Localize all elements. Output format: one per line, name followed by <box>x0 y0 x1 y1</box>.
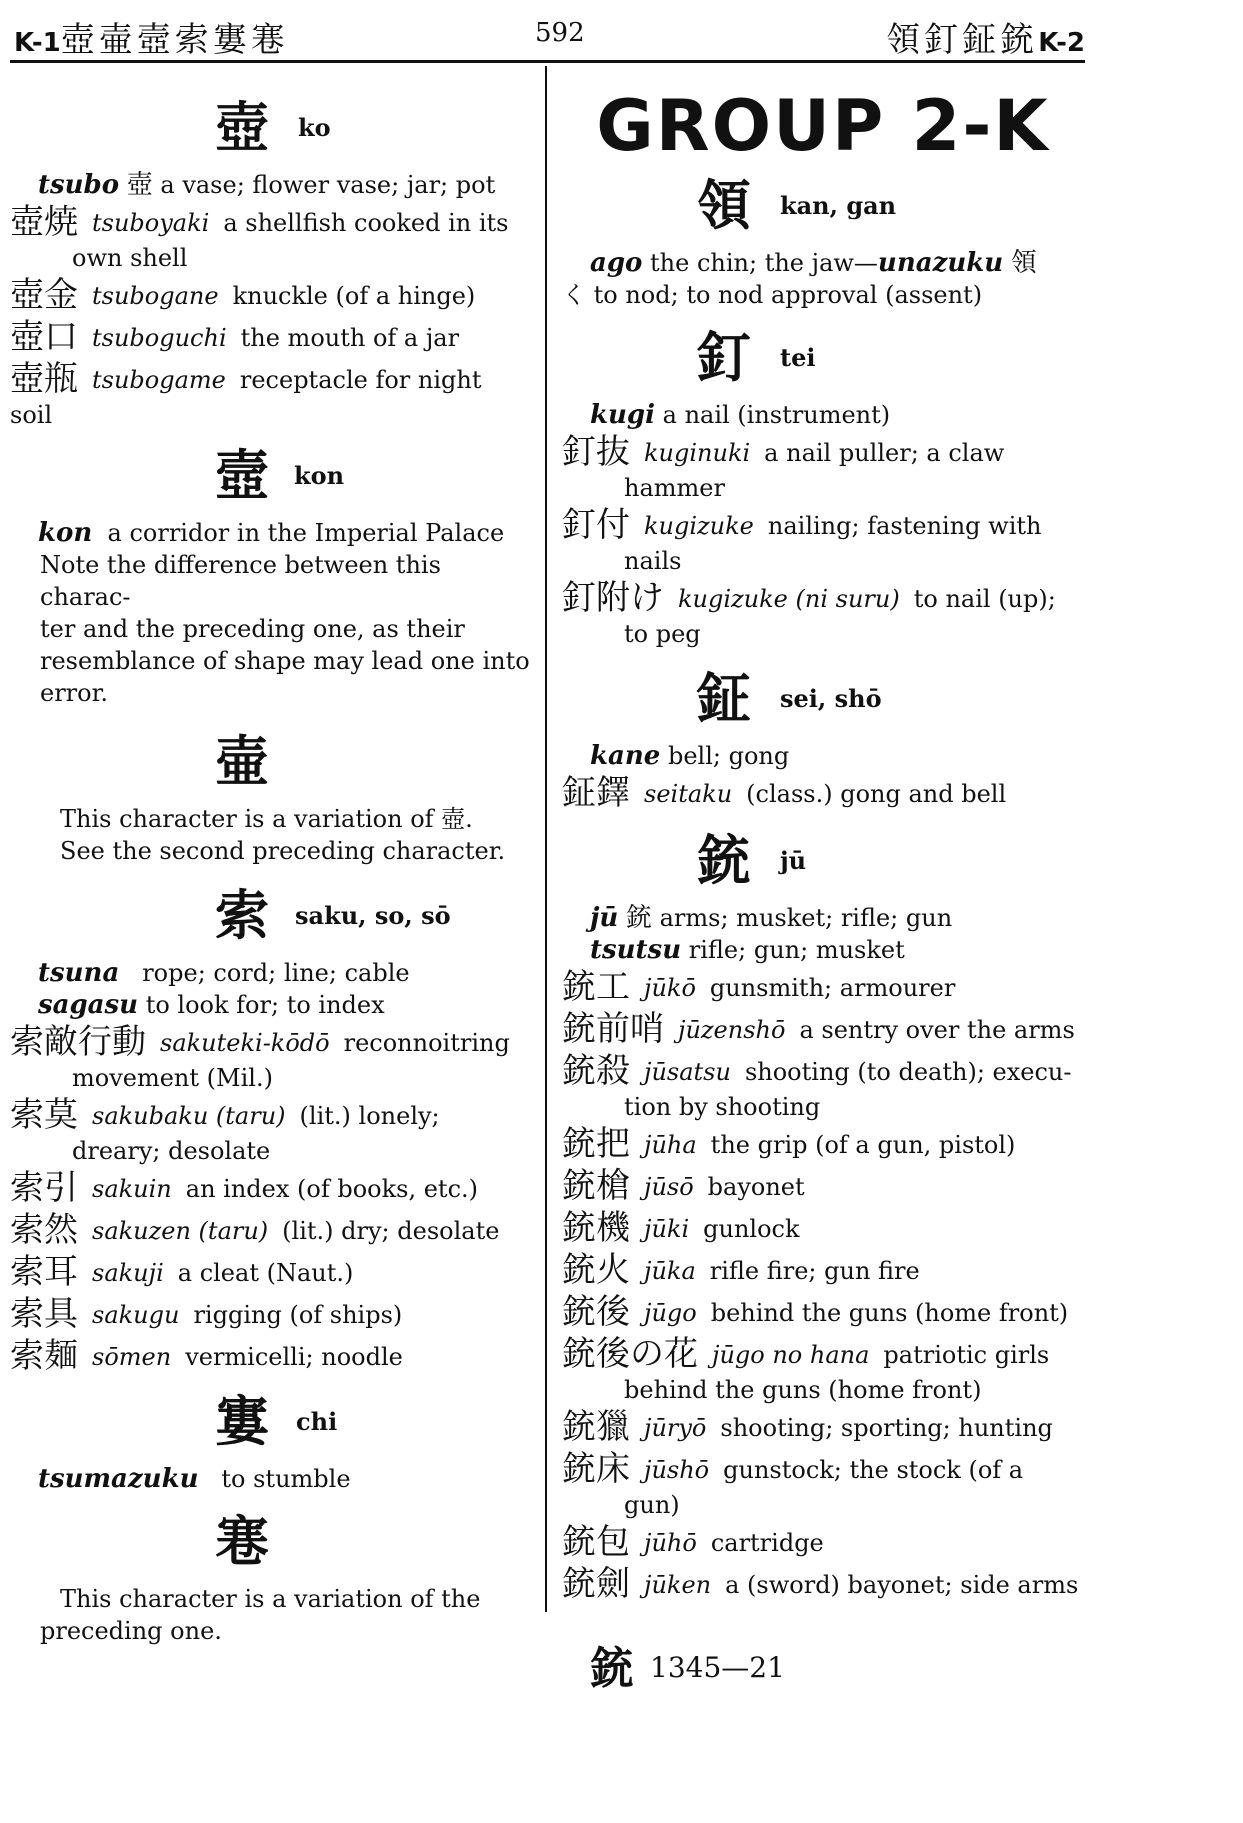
definition-line <box>10 1463 530 1495</box>
head-kanji: 鉦 <box>697 666 751 730</box>
definition-kan <box>562 247 1084 311</box>
definition-line <box>562 247 1084 279</box>
compound-gloss: shooting (to death); execu- <box>744 1058 1072 1086</box>
romaji: kane <box>590 741 661 771</box>
romaji: tsubo <box>38 170 120 200</box>
compound-romaji: tsuboyaki <box>92 209 210 237</box>
head-kanji: 壷 <box>215 729 269 793</box>
compound-gloss-cont: dreary; desolate <box>72 1137 271 1165</box>
compound-entry <box>562 1249 1084 1291</box>
gloss: rifle; gun; musket <box>688 936 905 964</box>
compound-kanji: 索莫 <box>10 1095 78 1135</box>
definition-line <box>562 399 1084 431</box>
compound-gloss: rigging (of ships) <box>193 1301 403 1329</box>
compound-gloss: a cleat (Naut.) <box>177 1259 354 1287</box>
compound-gloss: rifle fire; gun fire <box>709 1257 920 1285</box>
compound-entry <box>562 1123 1084 1165</box>
compound-gloss: the mouth of a jar <box>240 324 460 352</box>
kanji-heading-kan <box>562 173 1084 237</box>
definition-tei <box>562 399 1084 431</box>
compound-entry <box>562 431 1084 504</box>
inline-kanji: 領 <box>1010 248 1037 278</box>
compound-romaji: jūryō <box>644 1414 707 1442</box>
compound-gloss: reconnoitring <box>343 1029 510 1057</box>
group-title: GROUP 2-K <box>596 85 1050 167</box>
compound-gloss: receptacle for night soil <box>10 366 482 429</box>
footer-kanji: 銃 <box>590 1643 634 1694</box>
compound-gloss-cont: own shell <box>72 244 188 272</box>
head-reading: sei, shō <box>780 684 882 713</box>
compound-kanji: 索麺 <box>10 1336 78 1376</box>
compound-romaji: sakuji <box>92 1259 164 1287</box>
head-reading: chi <box>296 1407 338 1436</box>
compound-gloss: the grip (of a gun, pistol) <box>710 1131 1016 1159</box>
compound-gloss: an index (of books, etc.) <box>185 1175 479 1203</box>
kanji-heading-tei <box>562 325 1084 389</box>
footer-code: 1345—21 <box>650 1651 785 1684</box>
compound-entry <box>562 1291 1084 1333</box>
definition-line <box>562 740 1084 772</box>
compound-romaji: jūha <box>644 1131 697 1159</box>
compound-romaji: jūshō <box>644 1456 710 1484</box>
column-divider <box>545 66 547 1612</box>
head-kanji: 壼 <box>215 443 269 507</box>
compound-gloss-cont: to peg <box>624 620 701 648</box>
compound-romaji: tsuboguchi <box>92 324 227 352</box>
compound-entry <box>10 358 530 431</box>
compound-entry <box>562 1448 1084 1521</box>
running-head-right <box>886 12 1085 61</box>
compound-kanji: 釘附け <box>562 578 664 618</box>
compound-gloss: bayonet <box>707 1173 805 1201</box>
compound-romaji: tsubogane <box>92 282 219 310</box>
compound-gloss: knuckle (of a hinge) <box>232 282 476 310</box>
compound-gloss: vermicelli; noodle <box>185 1343 403 1371</box>
romaji: tsumazuku <box>38 1464 199 1494</box>
gloss: rope; cord; line; cable <box>142 959 410 987</box>
compound-gloss: (class.) gong and bell <box>746 780 1007 808</box>
compound-entry <box>562 504 1084 577</box>
compound-entry <box>562 1050 1084 1123</box>
compound-romaji: sakuzen (taru) <box>92 1217 269 1245</box>
definition-line <box>10 989 530 1021</box>
compound-gloss: (lit.) dry; desolate <box>282 1217 500 1245</box>
compound-kanji: 壺金 <box>10 275 78 315</box>
definition-kon <box>10 517 530 709</box>
compound-entry <box>10 1094 530 1167</box>
kanji-heading-variant-1 <box>10 729 530 793</box>
compound-gloss: gunstock; the stock (of a <box>723 1456 1024 1484</box>
compound-kanji: 索具 <box>10 1294 78 1334</box>
compound-entry <box>562 1521 1084 1563</box>
compound-kanji: 銃把 <box>562 1124 630 1164</box>
left-kanji-range: 壺壷壼索寠寋 <box>60 20 289 60</box>
compound-kanji: 銃工 <box>562 967 630 1007</box>
compound-romaji: jūka <box>644 1257 696 1285</box>
compound-romaji: jūsatsu <box>644 1058 731 1086</box>
compound-kanji: 銃劍 <box>562 1564 630 1604</box>
compound-romaji: sakuin <box>92 1175 172 1203</box>
compound-kanji: 銃後 <box>562 1292 630 1332</box>
definition-chi <box>10 1463 530 1495</box>
compound-romaji: jūgo no hana <box>712 1341 870 1369</box>
compound-entry <box>562 1333 1084 1406</box>
compound-kanji: 索引 <box>10 1168 78 1208</box>
compound-kanji: 索耳 <box>10 1252 78 1292</box>
right-column <box>562 85 1084 1605</box>
compound-romaji: jūken <box>644 1571 712 1599</box>
compound-kanji: 壺口 <box>10 317 78 357</box>
page-footer-index <box>590 1632 785 1696</box>
compound-kanji: 銃殺 <box>562 1051 630 1091</box>
compound-romaji: tsubogame <box>92 366 226 394</box>
definition-line <box>562 934 1084 966</box>
compound-gloss-cont: movement (Mil.) <box>72 1064 273 1092</box>
gloss: a vase; flower vase; jar; pot <box>160 171 496 199</box>
note-line: preceding one. <box>40 1617 222 1645</box>
compound-list-ko <box>10 201 530 431</box>
compound-entry <box>562 1165 1084 1207</box>
compound-kanji: 索然 <box>10 1210 78 1250</box>
compound-entry <box>562 1008 1084 1050</box>
compound-gloss: a nail puller; a claw <box>764 439 1005 467</box>
compound-entry <box>10 1167 530 1209</box>
note-line: This character is a variation of the <box>60 1585 481 1613</box>
compound-gloss: shooting; sporting; hunting <box>720 1414 1053 1442</box>
definition-line <box>10 169 530 201</box>
compound-entry <box>562 577 1084 650</box>
compound-gloss: gunsmith; armourer <box>709 974 956 1002</box>
head-reading: kon <box>294 461 345 490</box>
running-head <box>10 12 1085 63</box>
note-line: ter and the preceding one, as their <box>40 615 465 643</box>
definition-ju <box>562 902 1084 966</box>
gloss: to look for; to index <box>145 991 385 1019</box>
compound-entry <box>10 274 530 316</box>
compound-romaji: jūhō <box>644 1529 697 1557</box>
compound-gloss: cartridge <box>710 1529 824 1557</box>
romaji: tsutsu <box>590 935 682 965</box>
compound-kanji: 銃槍 <box>562 1166 630 1206</box>
inline-kanji: 銃 <box>625 903 652 933</box>
kanji-heading-chi <box>10 1389 530 1453</box>
kanji-heading-sei <box>562 666 1084 730</box>
compound-kanji: 銃包 <box>562 1522 630 1562</box>
compound-gloss: gunlock <box>703 1215 800 1243</box>
head-kanji: 釘 <box>697 325 751 389</box>
head-kanji: 銃 <box>697 828 751 892</box>
page-number: 592 <box>535 18 585 48</box>
compound-kanji: 釘付 <box>562 505 630 545</box>
head-kanji: 領 <box>697 173 751 237</box>
note-line: This character is a variation of 壺. <box>60 805 473 833</box>
right-kanji-range: 領釘鉦銃 <box>886 20 1039 60</box>
definition-line <box>562 902 1084 934</box>
compound-kanji: 釘抜 <box>562 432 630 472</box>
compound-entry <box>10 1293 530 1335</box>
romaji: kon <box>38 518 93 548</box>
left-column <box>10 95 530 1647</box>
definition-saku <box>10 957 530 1021</box>
gloss: a nail (instrument) <box>662 401 891 429</box>
head-kanji: 寠 <box>215 1389 269 1453</box>
compound-entry <box>562 1207 1084 1249</box>
romaji: unazuku <box>877 248 1004 278</box>
compound-kanji: 銃床 <box>562 1449 630 1489</box>
compound-gloss-cont: behind the guns (home front) <box>624 1376 982 1404</box>
head-kanji: 寋 <box>215 1509 269 1573</box>
note-line: Note the difference between this charac- <box>40 551 441 611</box>
compound-romaji: sakubaku (taru) <box>92 1102 286 1130</box>
compound-romaji: seitaku <box>644 780 733 808</box>
romaji: jū <box>590 903 619 933</box>
kanji-heading-variant-2 <box>10 1509 530 1573</box>
kanji-heading-ju <box>562 828 1084 892</box>
right-group-code: K-2 <box>1038 28 1085 58</box>
note-line: resemblance of shape may lead one into <box>40 647 530 675</box>
head-reading: saku, so, sō <box>295 901 451 930</box>
compound-list-saku <box>10 1021 530 1377</box>
head-reading: kan, gan <box>780 191 897 220</box>
left-group-code: K-1 <box>14 28 61 58</box>
compound-entry <box>562 1563 1084 1605</box>
compound-romaji: sōmen <box>92 1343 172 1371</box>
compound-gloss: a (sword) bayonet; side arms <box>725 1571 1079 1599</box>
gloss: a corridor in the Imperial Palace <box>107 519 505 547</box>
compound-entry <box>10 1021 530 1094</box>
definition-sei <box>562 740 1084 772</box>
kanji-heading-saku <box>10 883 530 947</box>
compound-list-tei <box>562 431 1084 650</box>
head-kanji: 索 <box>215 883 269 947</box>
compound-kanji: 索敵行動 <box>10 1022 146 1062</box>
romaji: tsuna <box>38 958 120 988</box>
compound-entry <box>562 1406 1084 1448</box>
compound-entry <box>562 772 1084 814</box>
gloss-cont: く to nod; to nod approval (assent) <box>562 281 983 309</box>
gloss: bell; gong <box>667 742 790 770</box>
compound-kanji: 銃前哨 <box>562 1009 664 1049</box>
head-reading: ko <box>298 113 331 142</box>
variant-note-1 <box>10 803 530 867</box>
compound-kanji: 銃機 <box>562 1208 630 1248</box>
compound-gloss: patriotic girls <box>883 1341 1050 1369</box>
compound-gloss-cont: tion by shooting <box>624 1093 821 1121</box>
running-head-left <box>14 12 289 61</box>
gloss: arms; musket; rifle; gun <box>659 904 953 932</box>
romaji: ago <box>590 248 643 278</box>
compound-romaji: jūgo <box>644 1299 697 1327</box>
compound-list-ju <box>562 966 1084 1605</box>
compound-romaji: jūki <box>644 1215 690 1243</box>
romaji: sagasu <box>38 990 139 1020</box>
compound-kanji: 壺焼 <box>10 202 78 242</box>
compound-romaji: jūkō <box>644 974 696 1002</box>
compound-gloss: a shellfish cooked in its <box>223 209 509 237</box>
compound-romaji: kuginuki <box>644 439 751 467</box>
compound-entry <box>10 201 530 274</box>
note-line: See the second preceding character. <box>60 837 506 865</box>
variant-note-2 <box>10 1583 530 1647</box>
compound-gloss-cont: gun) <box>624 1491 680 1519</box>
compound-entry <box>10 1251 530 1293</box>
compound-romaji: kugizuke (ni suru) <box>678 585 900 613</box>
compound-gloss: to nail (up); <box>913 585 1056 613</box>
compound-kanji: 鉦鐸 <box>562 773 630 813</box>
note-line: error. <box>40 679 109 707</box>
gloss: to stumble <box>221 1465 351 1493</box>
compound-gloss-cont: nails <box>624 547 682 575</box>
compound-kanji: 銃獵 <box>562 1407 630 1447</box>
compound-romaji: sakugu <box>92 1301 180 1329</box>
compound-kanji: 銃火 <box>562 1250 630 1290</box>
head-reading: jū <box>780 846 807 875</box>
compound-gloss: (lit.) lonely; <box>299 1102 440 1130</box>
definition-line <box>10 517 530 549</box>
definition-line <box>10 957 530 989</box>
compound-entry <box>562 966 1084 1008</box>
compound-romaji: kugizuke <box>644 512 754 540</box>
compound-kanji: 壺瓶 <box>10 359 78 399</box>
compound-gloss: nailing; fastening with <box>767 512 1042 540</box>
compound-entry <box>10 1335 530 1377</box>
compound-romaji: jūsō <box>644 1173 694 1201</box>
kanji-heading-kon <box>10 443 530 507</box>
inline-kanji: 壺 <box>126 170 153 200</box>
compound-entry <box>10 1209 530 1251</box>
compound-gloss: a sentry over the arms <box>799 1016 1075 1044</box>
compound-romaji: sakuteki-kōdō <box>160 1029 330 1057</box>
romaji: kugi <box>590 400 655 430</box>
kanji-heading-ko <box>10 95 530 159</box>
compound-gloss-cont: hammer <box>624 474 725 502</box>
head-reading: tei <box>780 343 816 372</box>
compound-romaji: jūzenshō <box>678 1016 786 1044</box>
definition-ko <box>10 169 530 201</box>
head-kanji: 壺 <box>215 95 269 159</box>
compound-gloss: behind the guns (home front) <box>710 1299 1069 1327</box>
compound-list-sei <box>562 772 1084 814</box>
compound-kanji: 銃後の花 <box>562 1334 698 1374</box>
gloss: the chin; the jaw— <box>650 249 878 277</box>
compound-entry <box>10 316 530 358</box>
